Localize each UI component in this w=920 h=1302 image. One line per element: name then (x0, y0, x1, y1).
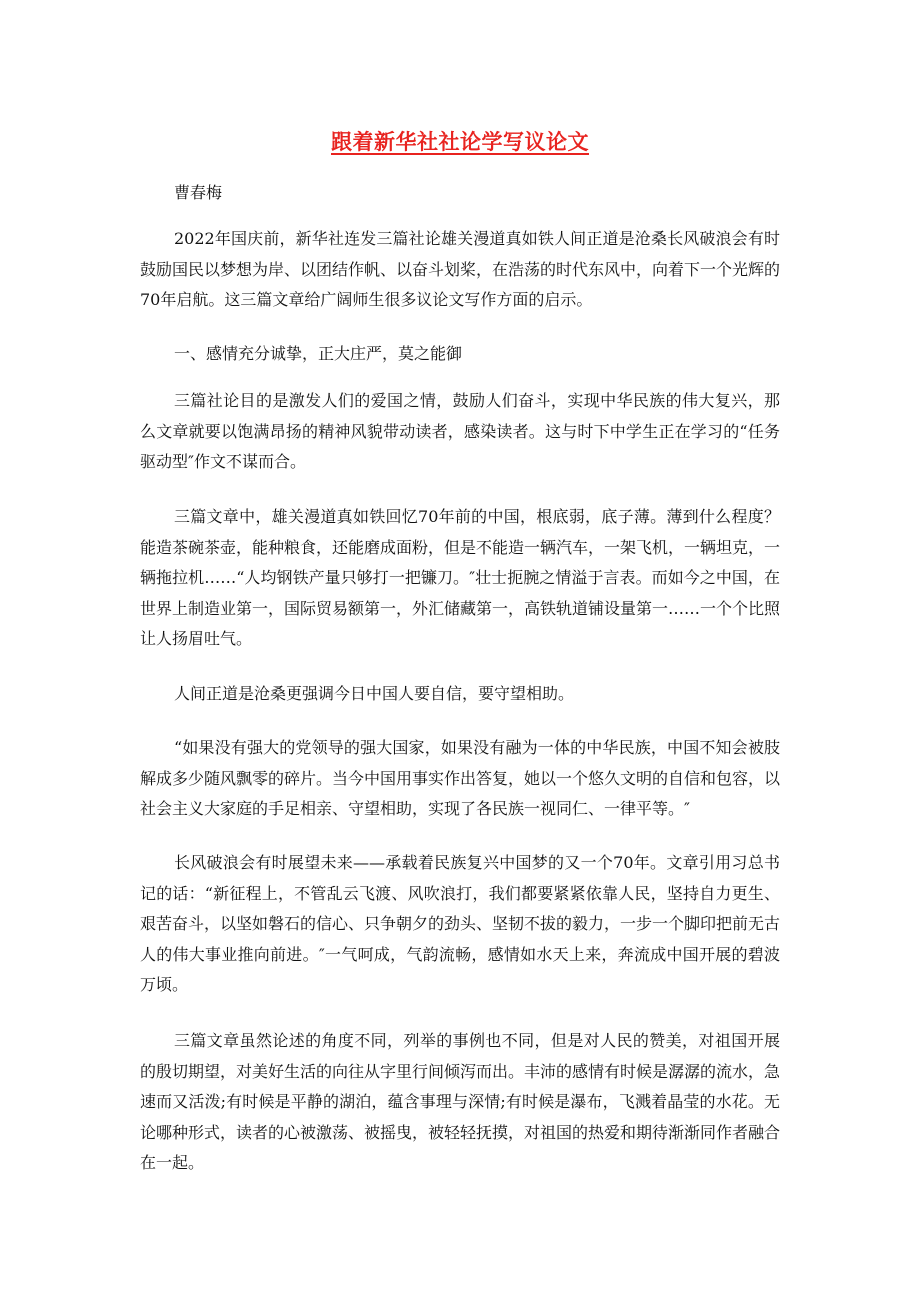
paragraph (140, 339, 780, 370)
paragraph (140, 1026, 780, 1179)
paragraph-intro: 2022年国庆前，新华社连发三篇社论雄关漫道真如铁人间正道是沧桑长风破浪会有时鼓励国民以梦想为岸、以团结作帆、以奋斗划桨，在浩荡的时代东风中，向着下一个光辉的70年启航。这三篇文章给广阔师生很多议论文写作方面的启示。 (140, 229, 781, 309)
paragraph-summary: 三篇文章虽然论述的角度不同，列举的事例也不同，但是对人民的赞美，对祖国开展的殷切期望，对美好生活的向往从字里行间倾泻而出。丰沛的感情有时候是潺潺的流水，急速而又活泼;有时候是平静的湖泊，蕴含事理与深情;有时候是瀑布，飞溅着晶莹的水花。无论哪种形式，读者的心被激荡、被摇曳，被轻轻抚摸，对祖国的热爱和期待渐渐同作者融合在一起。 (140, 1031, 781, 1172)
paragraph-confidence: 人间正道是沧桑更强调今日中国人要自信，要守望相助。 (174, 684, 575, 703)
document-title: 跟着新华社社论学写议论文 (331, 130, 589, 154)
paragraph (140, 733, 780, 825)
paragraph (140, 848, 780, 1001)
paragraph (140, 386, 780, 478)
paragraph-purpose: 三篇社论目的是激发人们的爱国之情，鼓励人们奋斗，实现中华民族的伟大复兴，那么文章就要以饱满昂扬的精神风貌带动读者，感染读者。这与时下中学生正在学习的“任务驱动型″作文不谋而合。 (140, 391, 780, 471)
paragraph (140, 679, 780, 710)
paragraph (140, 224, 780, 316)
section-heading-1: 一、感情充分诚挚，正大庄严，莫之能御 (174, 344, 463, 363)
paragraph (140, 502, 780, 655)
author-line (140, 178, 780, 209)
paragraph-quote: “如果没有强大的党领导的强大国家，如果没有融为一体的中华民族，中国不知会被肢解成多少随风飘零的碎片。当今中国用事实作出答复，她以一个悠久文明的自信和包容，以社会主义大家庭的手足相亲、守望相助，实现了各民族一视同仁、一律平等。″ (140, 738, 781, 818)
paragraph-future: 长风破浪会有时展望未来——承载着民族复兴中国梦的又一个70年。文章引用习总书记的话：“新征程上，不管乱云飞渡、风吹浪打，我们都要紧紧依靠人民，坚持自力更生、艰苦奋斗，以坚如磐石的信心、只争朝夕的劲头、坚韧不拔的毅力，一步一个脚印把前无古人的伟大事业推向前进。″一气呵成，气韵流畅，感情如水天上来，奔流成中国开展的碧波万顷。 (140, 853, 781, 994)
author-name: 曹春梅 (174, 183, 223, 202)
paragraph-contrast: 三篇文章中，雄关漫道真如铁回忆70年前的中国，根底弱，底子薄。薄到什么程度？能造茶碗茶壶，能种粮食，还能磨成面粉，但是不能造一辆汽车，一架飞机，一辆坦克，一辆拖拉机……“人均钢铁产量只够打一把镰刀。″壮士扼腕之情溢于言表。而如今之中国，在世界上制造业第一，国际贸易额第一，外汇储藏第一，高铁轨道铺设量第一……一个个比照让人扬眉吐气。 (140, 507, 781, 648)
